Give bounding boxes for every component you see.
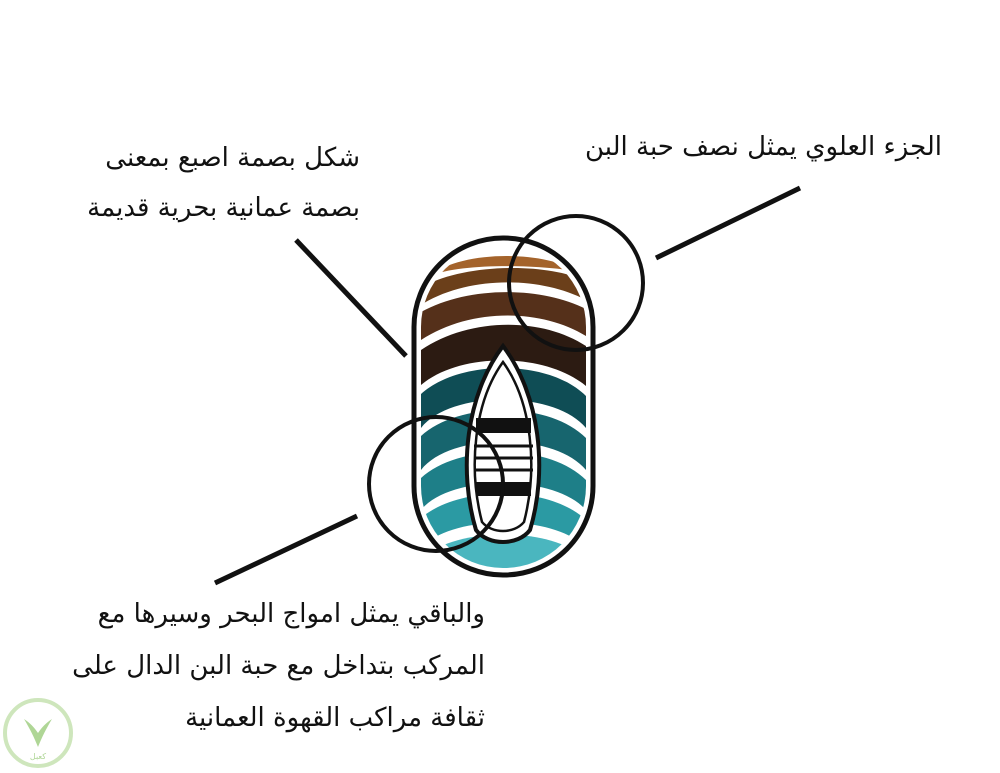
- annotation-line: والباقي يمثل امواج البحر وسيرها مع: [97, 599, 485, 629]
- annotation-line: ثقافة مراكب القهوة العمانية: [185, 703, 485, 733]
- pointer-line-bottom: [215, 516, 357, 583]
- watermark-text: كعبل: [29, 752, 47, 761]
- annotation-line: شكل بصمة اصبع بمعنى: [105, 143, 360, 173]
- annotation-line: المركب بتداخل مع حبة البن الدال على: [72, 651, 485, 681]
- annotation-top-left: [87, 133, 360, 233]
- pointer-line-top-right: [656, 188, 800, 258]
- annotation-bottom: [72, 588, 485, 744]
- annotation-top-right: [585, 122, 942, 172]
- annotation-line: الجزء العلوي يمثل نصف حبة البن: [584, 132, 942, 162]
- pointer-line-top-left: [296, 240, 406, 356]
- watermark-logo: [0, 693, 80, 773]
- annotation-line: بصمة عمانية بحرية قديمة: [87, 193, 360, 223]
